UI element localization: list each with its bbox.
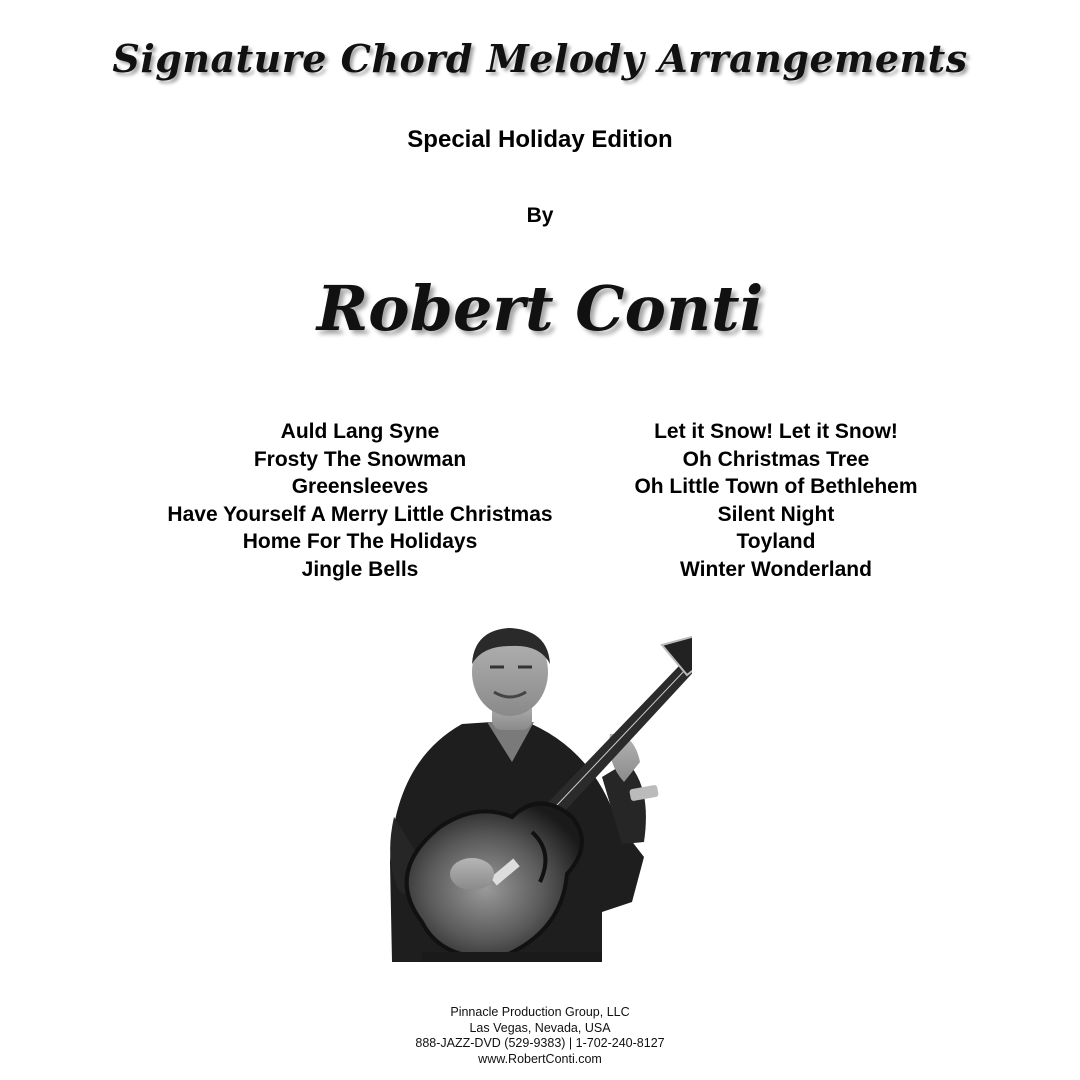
publisher-name: Pinnacle Production Group, LLC — [450, 1005, 630, 1019]
publisher-location: Las Vegas, Nevada, USA — [469, 1020, 611, 1035]
song-title: Home For The Holidays — [242, 530, 478, 554]
song-title: Frosty The Snowman — [253, 447, 467, 471]
author-name: Robert Conti — [316, 272, 764, 345]
publisher-footer — [0, 1005, 1080, 1067]
song-title: Jingle Bells — [301, 557, 419, 581]
edition-subtitle: Special Holiday Edition — [407, 126, 673, 153]
song-title: Have Yourself A Merry Little Christmas — [167, 502, 553, 526]
song-list-right — [600, 418, 952, 584]
publisher-phone: 888-JAZZ-DVD (529-9383) | 1-702-240-8127 — [415, 1036, 665, 1050]
song-title: Oh Little Town of Bethlehem — [634, 475, 918, 499]
song-title: Let it Snow! Let it Snow! — [654, 420, 898, 443]
guitarist-photo — [272, 612, 692, 962]
series-title: Signature Chord Melody Arrangements — [112, 36, 968, 81]
song-title: Toyland — [736, 530, 816, 554]
song-title: Auld Lang Syne — [280, 420, 440, 443]
song-title: Greensleeves — [291, 475, 429, 499]
song-title: Silent Night — [717, 502, 835, 526]
publisher-website: www.RobertConti.com — [478, 1051, 602, 1066]
song-title: Winter Wonderland — [680, 557, 872, 581]
by-label: By — [526, 204, 554, 227]
song-list-left — [140, 418, 580, 584]
song-title: Oh Christmas Tree — [682, 447, 870, 471]
